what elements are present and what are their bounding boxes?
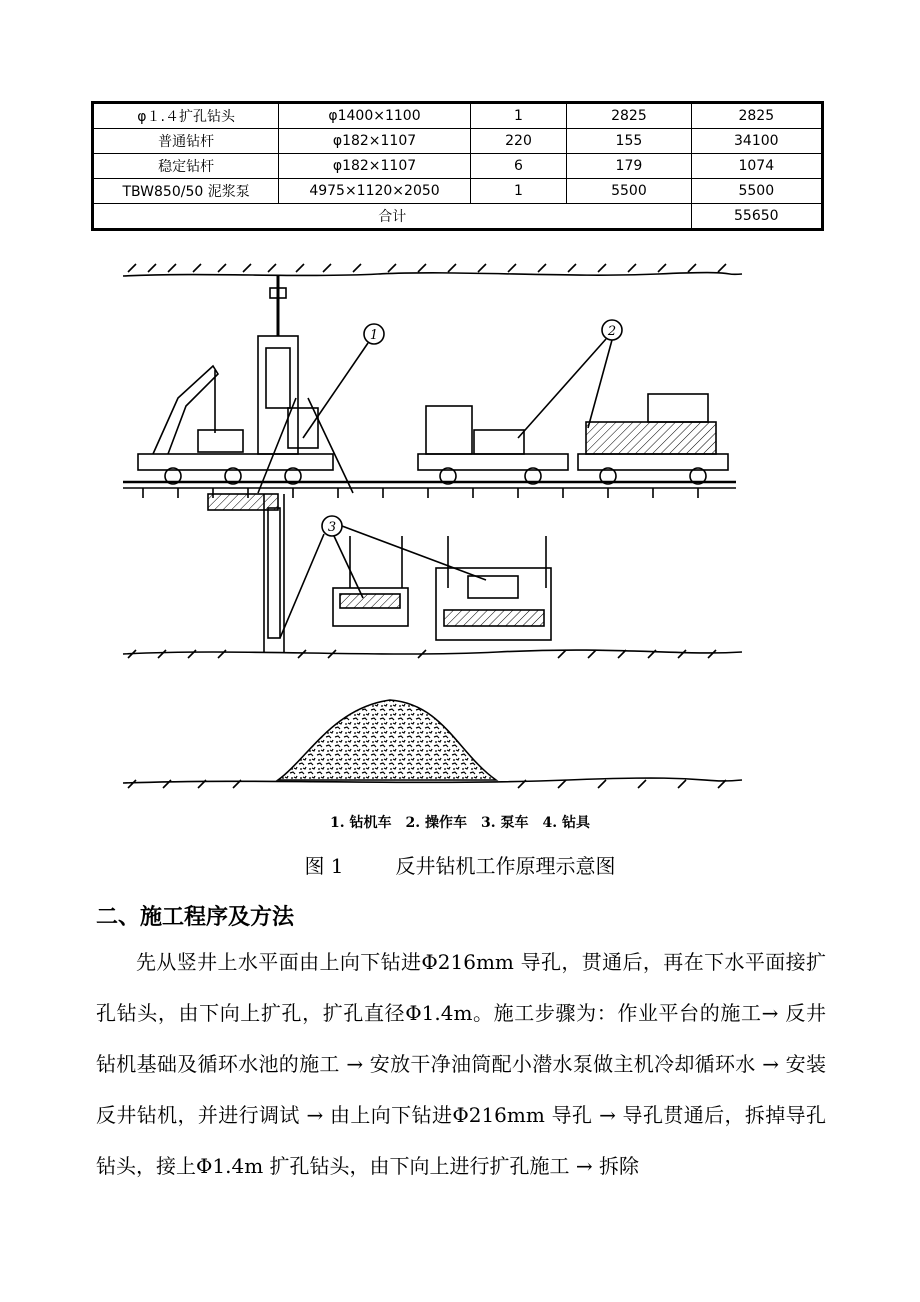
- cell-unit-weight: 155: [567, 129, 691, 154]
- operating-car: [418, 406, 568, 484]
- total-value: 55650: [691, 204, 822, 230]
- callout-1: [303, 324, 384, 438]
- rubble-pile: [278, 700, 496, 780]
- figure-number: 图 1: [304, 854, 344, 878]
- section-heading: 二、施工程序及方法: [96, 905, 295, 930]
- cell-spec: φ1400×1100: [279, 103, 471, 129]
- pump-car: [578, 394, 728, 484]
- callout-2: [518, 320, 622, 438]
- drill-rig-car: [138, 276, 353, 493]
- cell-spec: φ182×1107: [279, 129, 471, 154]
- cell-name: φ１.４扩孔钻头: [93, 103, 279, 129]
- cell-total-weight: 2825: [691, 103, 822, 129]
- cell-name: 普通钻杆: [93, 129, 279, 154]
- cell-qty: 6: [470, 154, 566, 179]
- cell-name: TBW850/50 泥浆泵: [93, 179, 279, 204]
- table-row: [93, 154, 823, 179]
- cell-total-weight: 34100: [691, 129, 822, 154]
- reaming-head-small: [333, 536, 408, 626]
- cell-qty: 220: [470, 129, 566, 154]
- figure-caption: [0, 850, 920, 879]
- cell-unit-weight: 179: [567, 154, 691, 179]
- body-paragraph: 先从竖井上水平面由上向下钻进Φ216mm 导孔，贯通后，再在下水平面接扩孔钻头，由下向上扩孔，扩孔直径Φ1.4m。施工步骤为：作业平台的施工→ 反井钻机基础及循环水池的施工 → 安放干净油筒配小潜水泵做主机冷却循环水 → 安装反井钻机，并进行调试 → 由上向下钻进Φ216mm 导孔 → 导孔贯通后，拆掉导孔钻头，接上Φ1.4m 扩孔钻头，由下向上进行扩孔施工 → 拆除: [96, 950, 826, 1178]
- callout-3-label: 3: [327, 520, 337, 535]
- cell-total-weight: 1074: [691, 154, 822, 179]
- lower-ground-line: [123, 650, 742, 658]
- table-total-row: [93, 204, 823, 230]
- cell-spec: 4975×1120×2050: [279, 179, 471, 204]
- cell-total-weight: 5500: [691, 179, 822, 204]
- drill-string: [208, 494, 284, 653]
- callout-1-label: 1: [369, 328, 379, 343]
- figure-title: 反井钻机工作原理示意图: [395, 854, 616, 878]
- figure-legend: 1. 钻机车 2. 操作车 3. 泵车 4. 钻具: [330, 815, 590, 831]
- cell-name: 稳定钻杆: [93, 154, 279, 179]
- table-row: [93, 103, 823, 129]
- top-ground-line: [123, 264, 742, 276]
- table-row: [93, 129, 823, 154]
- raise-boring-diagram: [118, 258, 746, 806]
- total-label: 合计: [93, 204, 692, 230]
- cell-qty: 1: [470, 179, 566, 204]
- cell-spec: φ182×1107: [279, 154, 471, 179]
- reaming-head-large: [436, 536, 551, 640]
- equipment-table: [91, 101, 824, 231]
- cell-unit-weight: 2825: [567, 103, 691, 129]
- table-row: [93, 179, 823, 204]
- callout-2-label: 2: [607, 324, 617, 339]
- cell-qty: 1: [470, 103, 566, 129]
- cell-unit-weight: 5500: [567, 179, 691, 204]
